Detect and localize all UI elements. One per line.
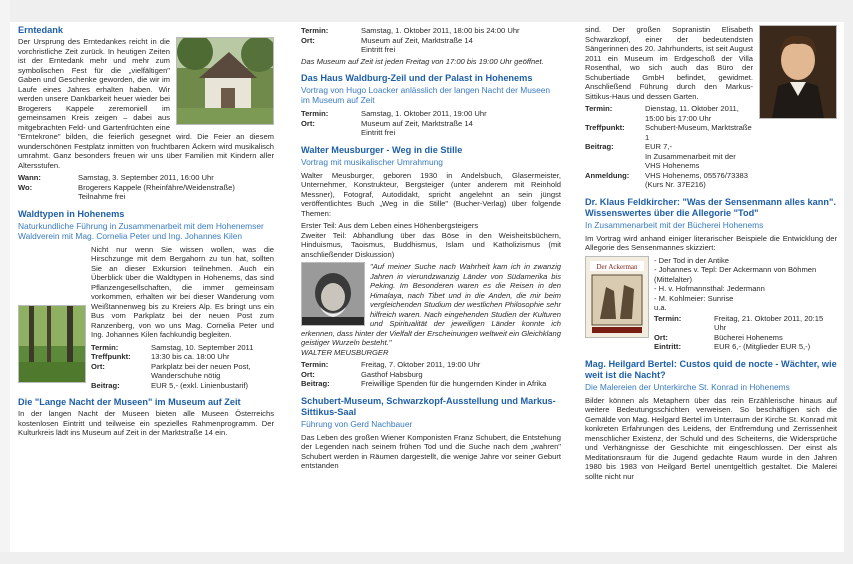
viewer-top-bar xyxy=(0,0,853,22)
section-custos xyxy=(585,359,837,482)
chapel-photo xyxy=(176,37,274,125)
forest-photo xyxy=(18,305,86,383)
list-item: - Der Tod in der Antike xyxy=(654,255,729,265)
section-title: Dr. Klaus Feldkircher: "Was der Sensenmann alles kann". Wissenswertes über die Allegorie "Tod" xyxy=(585,196,836,218)
section-title: Das Haus Waldburg-Zeil und der Palast in Hohenems xyxy=(301,73,533,83)
wann-label: Wann: xyxy=(18,173,41,182)
event-details xyxy=(301,26,561,55)
eintritt-value: EUR 6,- (Mitglieder EUR 5,-) xyxy=(714,342,811,351)
quote-author: WALTER MEUSBURGER xyxy=(301,347,389,357)
wo-value: Brogerers Kappele (Rheinfähre/Weidenstraße) xyxy=(78,182,235,192)
list-item: - Johannes v. Tepl: Der Ackermann von Böhmen (Mittelalter) xyxy=(654,265,817,284)
list-item: u.a. xyxy=(654,303,667,312)
beitrag-label: Beitrag: xyxy=(585,142,614,151)
ort-label: Ort: xyxy=(301,369,315,379)
termin-label: Termin: xyxy=(654,313,682,323)
ort-label: Ort: xyxy=(654,332,668,342)
schubert-portrait xyxy=(759,25,837,119)
beitrag-value: EUR 5,- (exkl. Linienbustarif) xyxy=(151,380,249,390)
termin-label: Termin: xyxy=(301,109,329,118)
beitrag-label: Beitrag: xyxy=(301,379,330,388)
section-subtitle: Führung von Gerd Nachbauer xyxy=(301,418,413,429)
anmeldung-value: VHS Hohenems, 05576/73383 (Kurs Nr. 37E216) xyxy=(645,170,749,189)
termin-value: Samstag, 1. Oktober 2011, 18:00 bis 24:00 Uhr xyxy=(361,26,520,35)
section-body: Walter Meusburger, geboren 1930 in Andelsbuch, Glasermeister, Unternehmer, Konstrukteur, Bergsteiger (unter anderem mit Reinhold Messner), Fotograf, Autodidakt, spricht angelehnt an sein jüngst veröffentlichtes Buch „Weg in die Stille" (Bucher-Verlag) über folgende Themen: xyxy=(301,170,561,218)
termin-value: Dienstag, 11. Oktober 2011, 15:00 bis 17:00 Uhr xyxy=(645,104,739,123)
ort-value: Parkplatz bei der neuen Post, Wanderschuhe nötig xyxy=(151,361,251,380)
ort-label: Ort: xyxy=(91,361,105,371)
wo-label: Wo: xyxy=(18,182,33,192)
section-body: In der langen Nacht der Museen bieten alle Museen Österreichs kostenlosen Eintritt und teilweise ein spezielles Rahmenprogramm. Der Kulturkreis lädt ins Museum auf Zeit in der Marktstraße 14 ein. xyxy=(18,409,274,437)
section-title: Mag. Heilgard Bertel: Custos quid de nocte - Wächter, wie weit ist die Nacht? xyxy=(585,358,837,380)
section-schubert-museum xyxy=(301,396,561,471)
eintritt-label: Eintritt: xyxy=(654,342,681,351)
section-sensenmann xyxy=(585,197,837,352)
termin-value: Samstag, 10. September 2011 xyxy=(151,342,254,352)
beitrag-label: Beitrag: xyxy=(91,380,120,390)
section-meusburger xyxy=(301,145,561,389)
portrait-photo xyxy=(301,262,365,326)
ort-label: Ort: xyxy=(301,118,315,128)
beitrag-value: Freiwillige Spenden für die hungernden Kinder in Afrika xyxy=(361,379,547,388)
event-details xyxy=(585,104,753,190)
admission-note: Eintritt frei xyxy=(361,128,396,137)
section-body: Bilder können als Metaphern über das rein Erzählerische hinaus auf weitere Bedeutungsschichten verweisen. So beschäftigen sich die Gemälde von Mag. Heilgard Bertel im Unterraum der Kirche St. Konrad mit konkreten Erfahrungen des Leidens, der Entfremdung und Zerrissenheit menschlicher Existenz, der Schuld und des Scheiterns, die Widersprüche und Verhängnisse der Geschichte mit eingeschlossen. Der einst als Meditationsraum für die Jugend gedachte Raum wurde in den Jahren 1980 bis 1983 von Heilgard Bertel unentgeltlich gestaltet. Die Malerei sollte nicht nur xyxy=(585,395,837,481)
section-subtitle: Vortrag von Hugo Loacker anlässlich der langen Nacht der Museen im Museum auf Zeit xyxy=(301,85,551,105)
ort-label: Ort: xyxy=(301,35,315,45)
topic-2: Zweiter Teil: Abhandlung über das Böse in den Weisheitsbüchern, Hinduismus, Taoismus, Buddhismus, Islam und Katholizismus (mit anschließender Diskussion) xyxy=(301,230,561,259)
topic-1: Erster Teil: Aus dem Leben eines Höhenbergsteigers xyxy=(301,221,479,230)
beitrag-value: EUR 7,- xyxy=(645,142,673,151)
ort-value: Bücherei Hohenems xyxy=(714,332,783,342)
admission-note: Teilnahme frei xyxy=(78,192,126,201)
viewer-bottom-bar xyxy=(0,552,853,564)
opening-hours-note: Das Museum auf Zeit ist jeden Freitag von 17:00 bis 19:00 Uhr geöffnet. xyxy=(301,56,544,66)
viewer-left-edge xyxy=(0,0,10,564)
section-title: Waldtypen in Hohenems xyxy=(18,208,125,219)
viewer-right-scrollbar[interactable] xyxy=(844,0,853,564)
termin-label: Termin: xyxy=(91,342,119,352)
woodcut-caption: Der Ackerman xyxy=(596,262,638,271)
section-body: sind. Der großen Sopranistin Elisabeth Schwarzkopf, einer der bedeutendsten Sängerinnen des 20. Jahrhunderts, ist seit August 2011 ein Museum im Erdgeschoß der Villa Rosenthal, wo sich auch das Büro der Schubertiade GmbH befindet, gewidmet. Anschließend Führung durch den Markus-Sittikus-Haus und dessen Garten. xyxy=(585,25,753,101)
treffpunkt-label: Treffpunkt: xyxy=(585,123,625,132)
section-title: Die "Lange Nacht der Museen" im Museum auf Zeit xyxy=(18,397,241,407)
section-subtitle: Naturkundliche Führung in Zusammenarbeit mit dem Hohenemser Waldverein mit Mag. Cornelia Peter und Ing. Johannes Kilen xyxy=(18,220,264,241)
admission-note: Eintritt frei xyxy=(361,45,396,54)
section-lange-nacht xyxy=(18,397,274,438)
termin-label: Termin: xyxy=(301,26,329,35)
termin-label: Termin: xyxy=(301,360,329,369)
section-body: Nicht nur wenn Sie wissen wollen, was die Hirschzunge mit dem Bergahorn zu tun hat, sollten Sie an dieser Exkursion teilnehmen. Auch ein Überblick über die Waldtypen in Hohenems, das sind Pflanzengesellschaften, die immer gemeinsam vorkommen, erhalten wir bei dieser Wanderung vom Weißtannenweg bis zu Kreiers Alp. Es bringt uns ein Bus vom Parkplatz bei der neuen Post zum Ranzenberg, von wo uns Mag. Cornelia Peter und Ing. Johannes Kilen fachkundig begleiten. xyxy=(91,244,274,339)
termin-value: Samstag, 1. Oktober 2011, 19:00 Uhr xyxy=(361,109,487,118)
section-body: Im Vortrag wird anhand einiger literarischer Beispiele die Entwicklung der Allegorie des Sensenmannes skizziert: xyxy=(585,233,837,252)
cooperation-note: In Zusammenarbeit mit der VHS Hohenems xyxy=(645,151,736,170)
list-item: - M. Kohlmeier: Sunrise xyxy=(654,293,734,303)
ort-value: Museum auf Zeit, Marktstraße 14 xyxy=(361,118,473,128)
treffpunkt-value: Schubert-Museum, Marktstraße 1 xyxy=(645,123,752,142)
section-lange-nacht-details xyxy=(301,26,561,66)
column-right xyxy=(585,25,837,488)
section-waldburg-zeil xyxy=(301,73,561,138)
section-body: Das Leben des großen Wiener Komponisten Franz Schubert, die Entstehung der Legenden nach seinem frühen Tod und die Suche nach dem „wahren" Schubert werden in Räumen dargestellt, die wenige Jahre vor seiner Geburt entstanden xyxy=(301,432,561,470)
list-item: - H. v. Hofmannsthal: Jedermann xyxy=(654,284,765,293)
termin-value: Freitag, 7. Oktober 2011, 19:00 Uhr xyxy=(361,360,481,369)
ort-value: Museum auf Zeit, Marktstraße 14 xyxy=(361,35,473,45)
woodcut-image xyxy=(585,256,649,338)
section-subtitle: Die Malereien der Unterkirche St. Konrad in Hohenems xyxy=(585,381,790,392)
treffpunkt-value: 13:30 bis ca. 18:00 Uhr xyxy=(151,352,230,361)
section-subtitle: In Zusammenarbeit mit der Bücherei Hohenems xyxy=(585,219,764,230)
anmeldung-label: Anmeldung: xyxy=(585,170,630,180)
section-waldtypen xyxy=(18,209,274,391)
termin-value: Freitag, 21. Oktober 2011, 20:15 Uhr xyxy=(714,313,824,332)
termin-label: Termin: xyxy=(585,104,613,113)
section-erntedank xyxy=(18,25,274,202)
treffpunkt-label: Treffpunkt: xyxy=(91,352,131,361)
event-details xyxy=(301,360,561,389)
event-details xyxy=(91,343,274,391)
quote-text: "Auf meiner Suche nach Wahrheit kam ich in zwanzig Jahren in vierundzwanzig Länder von Südamerika bis Peking. Im Besonderen waren es die Reisen in den Himalaya, nach Tibet und in die Anden, die mir beim vergleichenden Studium der westlichen Philosophie sehr hilfreich waren. Nach eingehenden Studien der Kulturen und Spiritualität der jeweiligen Länder konnte ich erkennen, dass hinter der Vielfalt der Erscheinungen weltweit ein Gleichklang geistiger Wurzeln besteht." xyxy=(301,262,561,347)
column-middle xyxy=(301,25,561,478)
section-subtitle: Vortrag mit musikalischer Umrahmung xyxy=(301,156,443,167)
event-details xyxy=(654,314,837,352)
section-schubert-continued xyxy=(585,25,837,190)
section-title: Schubert-Museum, Schwarzkopf-Ausstellung und Markus-Sittikus-Saal xyxy=(301,395,556,417)
event-details xyxy=(18,173,274,202)
section-body: Der Ursprung des Erntedankes reicht in die vorchristliche Zeit zurück. In heutigen Zeiten ist der Erntedank mehr und mehr zum symbolischen Fest für die „vielfältigen" Gaben und Geschenke geworden, die wir im Laufe eines Jahres erhalten haben. Wir werden unsere Dankbarkeit heuer wieder bei Brogerers Kappele zeremoniell im gemeinsamen Kreis zeigen – dabei aus mitgebrachten Feld- und Gartenfrüchten eine "Erntekrone" bilden, die feierlich gesegnet wird. Die Feier an diesem wunderschönen Festplatz inmitten von fruchtbaren Äckern wird musikalisch umrahmt. Ganz besonders freuen wir uns über Familien mit Kindern aller Altersstufen. xyxy=(18,37,274,170)
section-title: Walter Meusburger - Weg in die Stille xyxy=(301,144,463,155)
brochure-page xyxy=(10,22,844,552)
wann-value: Samstag, 3. September 2011, 16:00 Uhr xyxy=(78,173,214,182)
section-title: Erntedank xyxy=(18,25,63,35)
event-details xyxy=(301,109,561,138)
ort-value: Gasthof Habsburg xyxy=(361,369,423,379)
column-left xyxy=(18,25,274,445)
